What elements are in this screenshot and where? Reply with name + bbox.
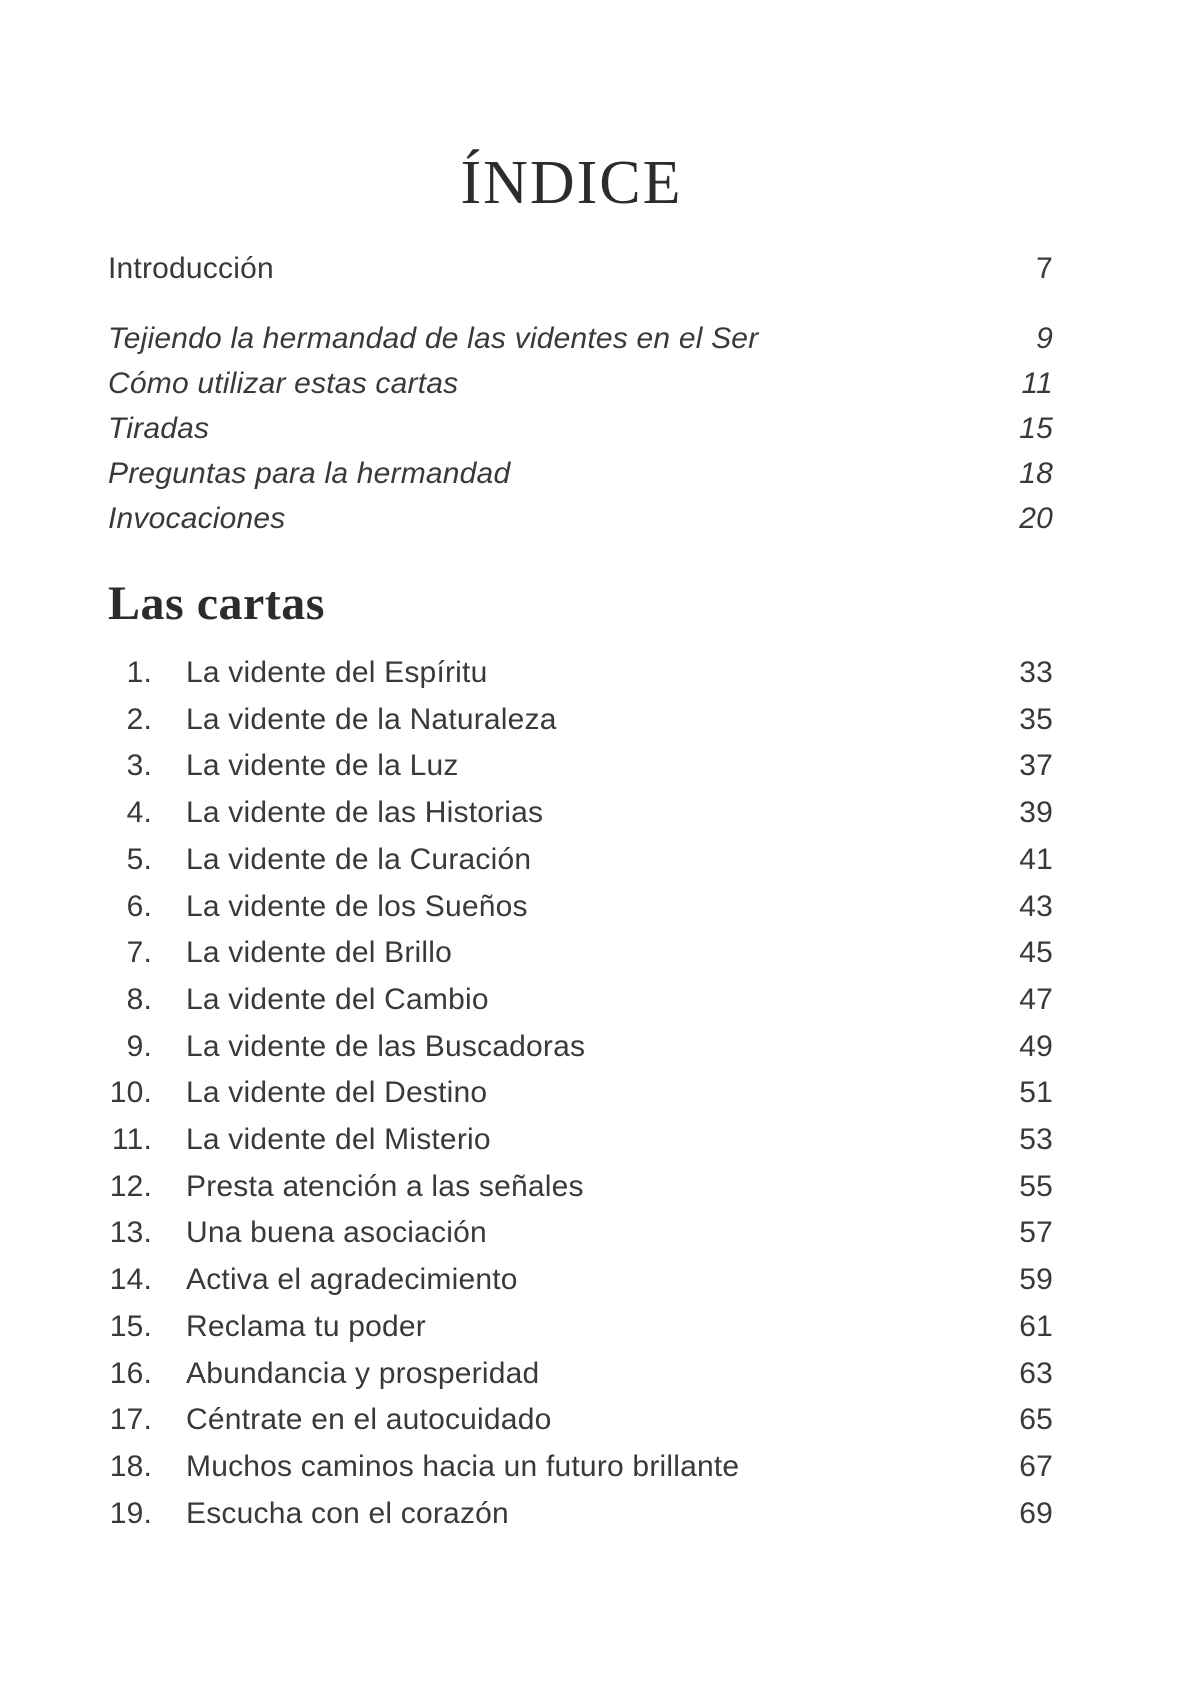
toc-card-label: Reclama tu poder bbox=[186, 1309, 426, 1343]
toc-card-number: 1. bbox=[126, 656, 152, 689]
toc-entry bbox=[90, 496, 1053, 541]
toc-card-number: 2. bbox=[126, 702, 152, 736]
toc-card-entry bbox=[90, 1164, 1053, 1211]
toc-entry-page: 7 bbox=[1036, 252, 1053, 285]
toc-card-entry bbox=[90, 977, 1053, 1024]
toc-card-label: Una buena asociación bbox=[186, 1216, 487, 1250]
toc-card-page: 49 bbox=[1019, 1029, 1053, 1063]
toc-card-number: 14. bbox=[109, 1263, 152, 1297]
toc-entry bbox=[90, 316, 1053, 361]
toc-entry bbox=[90, 406, 1053, 451]
toc-card-page: 63 bbox=[1019, 1356, 1053, 1390]
toc-entry bbox=[90, 451, 1053, 496]
toc-card-label: Céntrate en el autocuidado bbox=[186, 1403, 552, 1437]
toc-card-entry bbox=[90, 1304, 1053, 1351]
toc-card-page: 61 bbox=[1019, 1309, 1053, 1343]
toc-card-entry bbox=[90, 1257, 1053, 1304]
toc-entry-label: Tejiendo la hermandad de las videntes en el Ser bbox=[108, 322, 759, 355]
toc-card-page: 45 bbox=[1019, 936, 1053, 970]
toc-entry-page: 9 bbox=[1036, 322, 1053, 355]
toc-card-entry bbox=[90, 650, 1053, 697]
toc-entry-page: 15 bbox=[1019, 412, 1053, 445]
toc-card-entry bbox=[90, 884, 1053, 931]
toc-card-label: La vidente de las Buscadoras bbox=[186, 1029, 586, 1063]
toc-card-label: La vidente de los Sueños bbox=[186, 889, 528, 923]
toc-card-page: 35 bbox=[1019, 702, 1053, 736]
toc-card-label: La vidente de la Curación bbox=[186, 842, 532, 876]
front-matter-list bbox=[90, 246, 1053, 541]
toc-card-page: 67 bbox=[1019, 1449, 1053, 1483]
toc-card-number: 16. bbox=[109, 1356, 152, 1390]
toc-entry bbox=[90, 361, 1053, 406]
toc-card-page: 65 bbox=[1019, 1403, 1053, 1437]
toc-card-number: 15. bbox=[109, 1309, 152, 1343]
toc-card-label: La vidente del Cambio bbox=[186, 982, 489, 1016]
toc-card-number: 4. bbox=[126, 796, 152, 830]
toc-card-page: 69 bbox=[1019, 1496, 1053, 1530]
toc-card-label: Presta atención a las señales bbox=[186, 1169, 584, 1203]
toc-card-entry bbox=[90, 1117, 1053, 1164]
toc-card-number: 5. bbox=[126, 842, 152, 876]
toc-card-label: La vidente de la Naturaleza bbox=[186, 702, 557, 736]
toc-card-label: La vidente del Misterio bbox=[186, 1123, 491, 1157]
toc-card-number: 9. bbox=[126, 1029, 152, 1063]
toc-entry-page: 11 bbox=[1021, 367, 1053, 400]
toc-card-page: 41 bbox=[1019, 842, 1053, 876]
toc-card-label: Muchos caminos hacia un futuro brillante bbox=[186, 1449, 740, 1483]
toc-card-number: 17. bbox=[109, 1403, 152, 1437]
toc-card-number: 12. bbox=[109, 1169, 152, 1203]
toc-entry-label: Introducción bbox=[108, 252, 274, 285]
toc-card-label: La vidente del Destino bbox=[186, 1076, 488, 1110]
toc-card-page: 53 bbox=[1019, 1123, 1053, 1157]
toc-card-page: 59 bbox=[1019, 1263, 1053, 1297]
toc-card-number: 8. bbox=[126, 982, 152, 1016]
toc-entry-label: Cómo utilizar estas cartas bbox=[108, 367, 459, 400]
toc-card-label: La vidente del Espíritu bbox=[186, 656, 488, 689]
toc-card-entry bbox=[90, 1491, 1053, 1538]
toc-card-page: 55 bbox=[1019, 1169, 1053, 1203]
toc-card-label: La vidente de la Luz bbox=[186, 749, 459, 783]
toc-entry bbox=[90, 246, 1053, 291]
toc-card-label: Activa el agradecimiento bbox=[186, 1263, 518, 1297]
toc-card-label: Abundancia y prosperidad bbox=[186, 1356, 540, 1390]
page-title: ÍNDICE bbox=[460, 149, 683, 217]
toc-card-entry bbox=[90, 1397, 1053, 1444]
toc-card-entry bbox=[90, 1444, 1053, 1491]
toc-card-page: 51 bbox=[1019, 1076, 1053, 1110]
toc-card-page: 47 bbox=[1019, 982, 1053, 1016]
toc-card-label: Escucha con el corazón bbox=[186, 1496, 509, 1530]
toc-card-entry bbox=[90, 1210, 1053, 1257]
toc-card-entry bbox=[90, 790, 1053, 837]
toc-card-number: 13. bbox=[109, 1216, 152, 1250]
toc-card-entry bbox=[90, 930, 1053, 977]
toc-card-entry bbox=[90, 1351, 1053, 1398]
toc-card-entry bbox=[90, 743, 1053, 790]
toc-entry-label: Invocaciones bbox=[108, 502, 286, 535]
toc-card-number: 10. bbox=[109, 1076, 152, 1110]
toc-entry-label: Preguntas para la hermandad bbox=[108, 457, 511, 490]
toc-entry-label: Tiradas bbox=[108, 412, 210, 445]
toc-card-number: 7. bbox=[126, 936, 152, 970]
toc-card-page: 39 bbox=[1019, 796, 1053, 830]
toc-card-page: 33 bbox=[1019, 656, 1053, 689]
toc-card-number: 6. bbox=[126, 889, 152, 923]
cards-list bbox=[90, 650, 1053, 1537]
toc-card-entry bbox=[90, 837, 1053, 884]
toc-card-entry bbox=[90, 1024, 1053, 1071]
toc-card-page: 57 bbox=[1019, 1216, 1053, 1250]
toc-card-number: 3. bbox=[126, 749, 152, 783]
toc-card-entry bbox=[90, 1070, 1053, 1117]
toc-card-entry bbox=[90, 697, 1053, 744]
toc-card-number: 19. bbox=[109, 1496, 152, 1530]
toc-card-number: 11. bbox=[111, 1123, 152, 1157]
toc-card-number: 18. bbox=[109, 1449, 152, 1483]
toc-entry-page: 18 bbox=[1019, 457, 1053, 490]
toc-card-label: La vidente del Brillo bbox=[186, 936, 453, 970]
section-heading: Las cartas bbox=[108, 577, 325, 630]
toc-card-label: La vidente de las Historias bbox=[186, 796, 544, 830]
toc-card-page: 43 bbox=[1019, 889, 1053, 923]
toc-card-page: 37 bbox=[1019, 749, 1053, 783]
toc-entry-page: 20 bbox=[1019, 502, 1053, 535]
